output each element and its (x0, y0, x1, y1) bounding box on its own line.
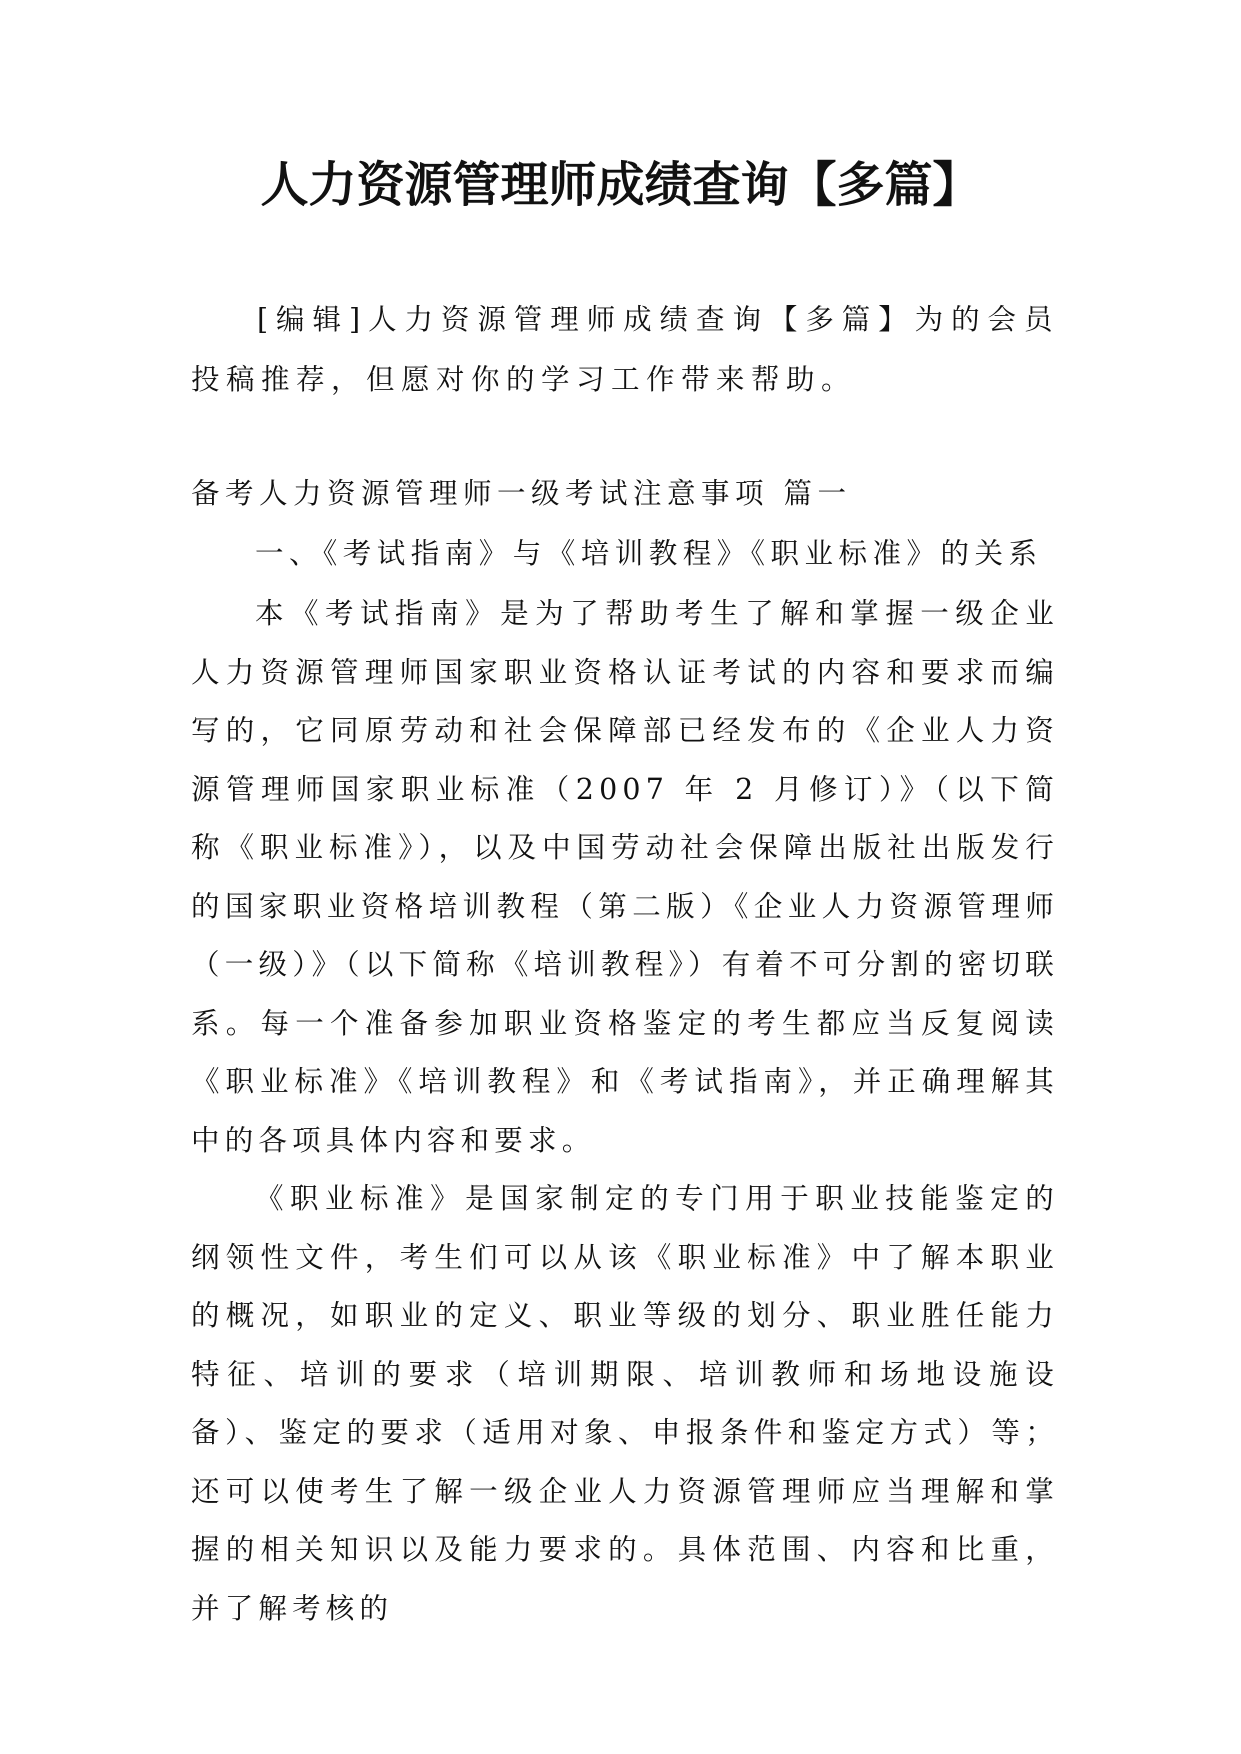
sub-heading: 一、《考试指南》与《培训教程》《职业标准》的关系 (255, 537, 1043, 570)
document-title: 人力资源管理师成绩查询【多篇】 (260, 157, 981, 213)
body-paragraph: 本《考试指南》是为了帮助考生了解和掌握一级企业人力资源管理师国家职业资格认证考试的内容和要求而编写的，它同原劳动和社会保障部已经发布的《企业人力资源管理师国家职业标准（2007 年 2 月修订）》（以下简称《职业标准》），以及中国劳动社会保障出版社出版发行的国家职业资格培训教程（第二版）《企业人力资源管理师（一级）》（以下简称《培训教程》）有着不可分割的密切联系。每一个准备参加职业资格鉴定的考生都应当反复阅读《职业标准》《培训教程》和《考试指南》，并正确理解其中的各项具体内容和要求。 (191, 597, 1059, 1157)
intro-paragraph: [编辑]人力资源管理师成绩查询【多篇】为的会员投稿推荐，但愿对你的学习工作带来帮助。 (191, 303, 1059, 396)
section-heading: 备考人力资源管理师一级考试注意事项 篇一 (191, 477, 852, 510)
body-paragraph: 《职业标准》是国家制定的专门用于职业技能鉴定的纲领性文件，考生们可以从该《职业标准》中了解本职业的概况，如职业的定义、职业等级的划分、职业胜任能力特征、培训的要求（培训期限、培训教师和场地设施设备）、鉴定的要求（适用对象、申报条件和鉴定方式）等；还可以使考生了解一级企业人力资源管理师应当理解和掌握的相关知识以及能力要求的。具体范围、内容和比重，并了解考核的 (191, 1182, 1059, 1625)
